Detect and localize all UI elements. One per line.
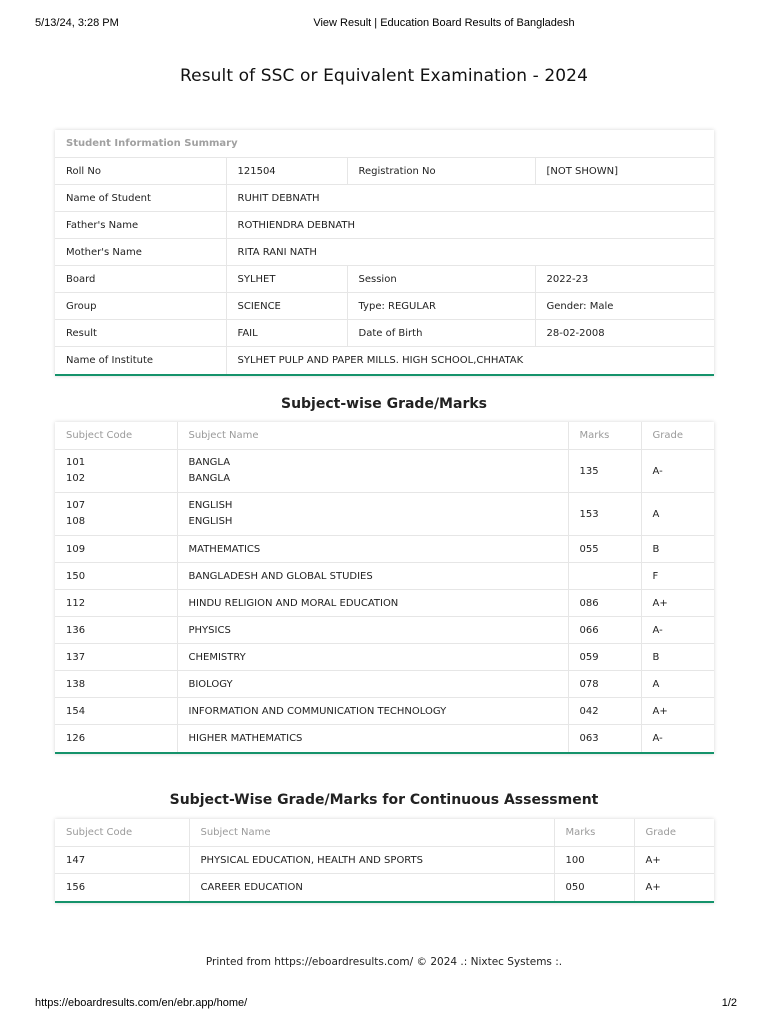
subject-code-cell: [55, 450, 177, 493]
ca-grades-card: [55, 819, 714, 903]
subject-code: 101: [66, 457, 86, 468]
subject-grades-title: Subject-wise Grade/Marks: [280, 396, 487, 412]
subject-code: 156: [55, 874, 189, 901]
student-info-card: [55, 130, 714, 376]
header-grade: Grade: [641, 422, 714, 450]
print-url: https://eboardresults.com/en/ebr.app/home/: [35, 997, 248, 1009]
type-value: Type: REGULAR: [347, 293, 535, 320]
subject-name: BANGLADESH AND GLOBAL STUDIES: [177, 563, 568, 590]
subject-code-cell: [55, 493, 177, 536]
header-subject-name: Subject Name: [177, 422, 568, 450]
subject-name: CHEMISTRY: [177, 644, 568, 671]
institute-label: Name of Institute: [55, 347, 226, 374]
table-row: [55, 450, 714, 493]
subject-code: 108: [66, 516, 86, 527]
subject-marks: 063: [568, 725, 641, 752]
print-datetime: 5/13/24, 3:28 PM: [35, 17, 119, 29]
student-info-table: [55, 130, 714, 374]
subject-marks: 153: [568, 493, 641, 536]
subject-grade: A-: [641, 617, 714, 644]
dob-label: Date of Birth: [347, 320, 535, 347]
subject-name: HINDU RELIGION AND MORAL EDUCATION: [177, 590, 568, 617]
header-subject-name: Subject Name: [189, 819, 554, 847]
gender-value: Gender: Male: [535, 293, 714, 320]
subject-marks: 086: [568, 590, 641, 617]
subject-code: 112: [55, 590, 177, 617]
subject-marks: 042: [568, 698, 641, 725]
info-row-result: [55, 320, 714, 347]
table-row: [55, 644, 714, 671]
mother-value: RITA RANI NATH: [226, 239, 714, 266]
group-label: Group: [55, 293, 226, 320]
subject-code: 138: [55, 671, 177, 698]
subject-marks: 055: [568, 536, 641, 563]
subject-name: MATHEMATICS: [177, 536, 568, 563]
subject-grade: A+: [634, 847, 714, 874]
institute-value: SYLHET PULP AND PAPER MILLS. HIGH SCHOOL,CHHATAK: [226, 347, 714, 374]
subject-name: INFORMATION AND COMMUNICATION TECHNOLOGY: [177, 698, 568, 725]
roll-value: 121504: [226, 158, 347, 185]
dob-value: 28-02-2008: [535, 320, 714, 347]
table-row: [55, 874, 714, 901]
father-label: Father's Name: [55, 212, 226, 239]
ca-grades-header-row: [55, 819, 714, 847]
subject-grade: A-: [641, 450, 714, 493]
subject-code: 137: [55, 644, 177, 671]
subject-code: 126: [55, 725, 177, 752]
registration-value: [NOT SHOWN]: [535, 158, 714, 185]
header-marks: Marks: [554, 819, 634, 847]
roll-label: Roll No: [55, 158, 226, 185]
table-row: [55, 725, 714, 752]
info-row-institute: [55, 347, 714, 374]
page-number: 1/2: [721, 997, 737, 1009]
subject-grade: F: [641, 563, 714, 590]
registration-label: Registration No: [347, 158, 535, 185]
header-marks: Marks: [568, 422, 641, 450]
subject-code: 136: [55, 617, 177, 644]
group-value: SCIENCE: [226, 293, 347, 320]
session-value: 2022-23: [535, 266, 714, 293]
info-row-group: [55, 293, 714, 320]
student-info-heading: Student Information Summary: [66, 138, 238, 149]
subject-grade: A+: [641, 698, 714, 725]
subject-code: 102: [66, 473, 86, 484]
subject-code: 154: [55, 698, 177, 725]
father-value: ROTHIENDRA DEBNATH: [226, 212, 714, 239]
header-grade: Grade: [634, 819, 714, 847]
table-row: [55, 493, 714, 536]
subject-marks: 059: [568, 644, 641, 671]
table-row: [55, 698, 714, 725]
subject-grade: A: [641, 493, 714, 536]
subject-grades-table: [55, 422, 714, 752]
ca-grades-table: [55, 819, 714, 901]
page-title: Result of SSC or Equivalent Examination - 2024: [180, 66, 588, 86]
header-subject-code: Subject Code: [66, 827, 133, 838]
subject-name: HIGHER MATHEMATICS: [177, 725, 568, 752]
print-page-title: View Result | Education Board Results of Bangladesh: [313, 17, 575, 29]
subject-grade: A: [641, 671, 714, 698]
table-row: [55, 847, 714, 874]
table-row: [55, 536, 714, 563]
info-row-board: [55, 266, 714, 293]
subject-name: PHYSICAL EDUCATION, HEALTH AND SPORTS: [189, 847, 554, 874]
subject-grade: A+: [634, 874, 714, 901]
result-label: Result: [55, 320, 226, 347]
subject-marks: 135: [568, 450, 641, 493]
subject-name-cell: [177, 493, 568, 536]
header-subject-code: Subject Code: [66, 430, 133, 441]
name-label: Name of Student: [55, 185, 226, 212]
printed-from-note: Printed from https://eboardresults.com/ © 2024 .: Nixtec Systems :.: [205, 956, 563, 968]
info-row-father: [55, 212, 714, 239]
board-label: Board: [55, 266, 226, 293]
table-row: [55, 671, 714, 698]
subject-name: BIOLOGY: [177, 671, 568, 698]
subject-marks: 078: [568, 671, 641, 698]
print-header: [0, 17, 768, 31]
info-row-roll: [55, 158, 714, 185]
subject-grades-header-row: [55, 422, 714, 450]
table-row: [55, 617, 714, 644]
subject-grade: B: [641, 644, 714, 671]
info-row-name: [55, 185, 714, 212]
subject-name: BANGLA: [188, 457, 231, 468]
table-row: [55, 590, 714, 617]
board-value: SYLHET: [226, 266, 347, 293]
session-label: Session: [347, 266, 535, 293]
subject-marks: 066: [568, 617, 641, 644]
name-value: RUHIT DEBNATH: [226, 185, 714, 212]
subject-name: ENGLISH: [188, 516, 233, 527]
subject-grade: B: [641, 536, 714, 563]
subject-grade: A+: [641, 590, 714, 617]
subject-code: 147: [55, 847, 189, 874]
subject-name: CAREER EDUCATION: [189, 874, 554, 901]
subject-name: PHYSICS: [177, 617, 568, 644]
ca-grades-title: Subject-Wise Grade/Marks for Continuous Assessment: [169, 792, 599, 808]
subject-grade: A-: [641, 725, 714, 752]
subject-marks: 050: [554, 874, 634, 901]
subject-marks: [568, 563, 641, 590]
subject-code: 150: [55, 563, 177, 590]
mother-label: Mother's Name: [55, 239, 226, 266]
table-row: [55, 563, 714, 590]
result-value: FAIL: [226, 320, 347, 347]
subject-code: 107: [66, 500, 86, 511]
subject-name: ENGLISH: [188, 500, 233, 511]
subject-name-cell: [177, 450, 568, 493]
subject-name: BANGLA: [188, 473, 231, 484]
subject-marks: 100: [554, 847, 634, 874]
subject-grades-card: [55, 422, 714, 754]
subject-code: 109: [55, 536, 177, 563]
info-row-mother: [55, 239, 714, 266]
